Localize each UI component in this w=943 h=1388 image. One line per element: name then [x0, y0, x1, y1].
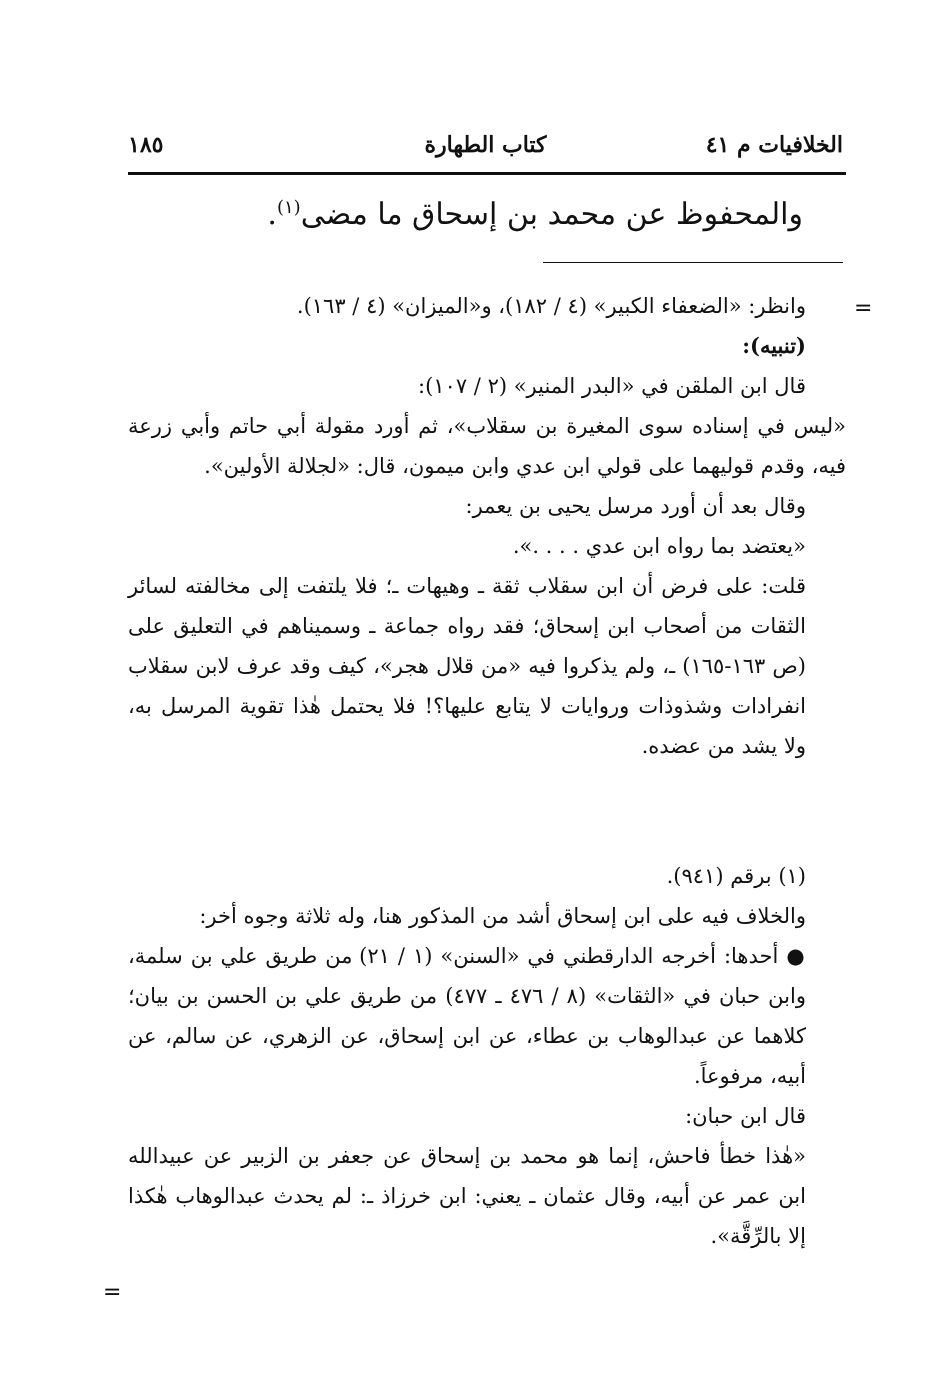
footnote-paragraph: «هٰذا خطأ فاحش، إنما هو محمد بن إسحاق عن جعفر بن الزبير عن عبيدالله ابن عمر عن أبيه، وقال عثمان ـ يعني: ابن خرزاذ ـ: لم يحدث عبدالوهاب هٰكذا إلا بالرِّقَّة». [128, 1144, 806, 1248]
footnote-paragraph: قال ابن حبان: [685, 1104, 806, 1128]
main-text-line: والمحفوظ عن محمد بن إسحاق ما مضى [300, 197, 803, 232]
footnote-1-block [128, 856, 846, 1256]
continuation-mark-top: = [854, 296, 873, 321]
footnote-reference: (١) [276, 197, 301, 218]
footnote-paragraph: والخلاف فيه على ابن إسحاق أشد من المذكور هنا، وله ثلاثة وجوه أخر: [199, 904, 806, 928]
continuation-mark-bottom: = [103, 1280, 122, 1305]
footnote-paragraph: ● أحدها: أخرجه الدارقطني في «السنن» (١ / ٢١) من طريق علي بن سلمة، وابن حبان في «الثقات» (٨ / ٤٧٦ ـ ٤٧٧) من طريق علي بن الحسن بن بيان؛ كلاهما عن عبدالوهاب بن عطاء، عن ابن إسحاق، عن الزهري، عن سالم، عن أبيه، مرفوعاً. [128, 944, 806, 1088]
main-text-end: . [267, 197, 277, 232]
header-rule [128, 172, 846, 175]
page-number: ١٨٥ [128, 132, 164, 158]
footnote-continued-block [128, 286, 846, 766]
note-heading: (تنبيه): [742, 333, 806, 358]
header-book-title: الخلافيات م ٤١ [705, 132, 843, 158]
footnote-paragraph: «يعتضد بما رواه ابن عدي . . . .». [512, 534, 806, 558]
header-chapter-title: كتاب الطهارة [424, 132, 547, 158]
main-text [267, 190, 803, 240]
running-header [128, 128, 843, 168]
footnote-paragraph: (١) برقم (٩٤١). [666, 864, 806, 888]
footnote-paragraph: «ليس في إسناده سوى المغيرة بن سقلاب»، ثم أورد مقولة أبي حاتم وأبي زرعة فيه، وقدم قوليهما على قولي ابن عدي وابن ميمون، قال: «لجلالة الأولين». [128, 414, 846, 478]
footnote-paragraph: وقال بعد أن أورد مرسل يحيى بن يعمر: [465, 494, 806, 518]
footnote-paragraph: قال ابن الملقن في «البدر المنير» (٢ / ١٠٧): [418, 374, 806, 398]
footnote-paragraph: قلت: على فرض أن ابن سقلاب ثقة ـ وهيهات ـ؛ فلا يلتفت إلى مخالفته لسائر الثقات من أصحاب ابن إسحاق؛ فقد رواه جماعة ـ وسميناهم في التعليق على (ص ١٦٣-١٦٥) ـ، ولم يذكروا فيه «من قلال هجر»، كيف وقد عرف لابن سقلاب انفرادات وشذوذات وروايات لا يتابع عليها؟! فلا يحتمل هٰذا تقوية المرسل به، ولا يشد من عضده. [128, 574, 806, 758]
footnote-separator [543, 262, 843, 263]
footnote-paragraph: وانظر: «الضعفاء الكبير» (٤ / ١٨٢)، و«الميزان» (٤ / ١٦٣). [296, 294, 806, 318]
